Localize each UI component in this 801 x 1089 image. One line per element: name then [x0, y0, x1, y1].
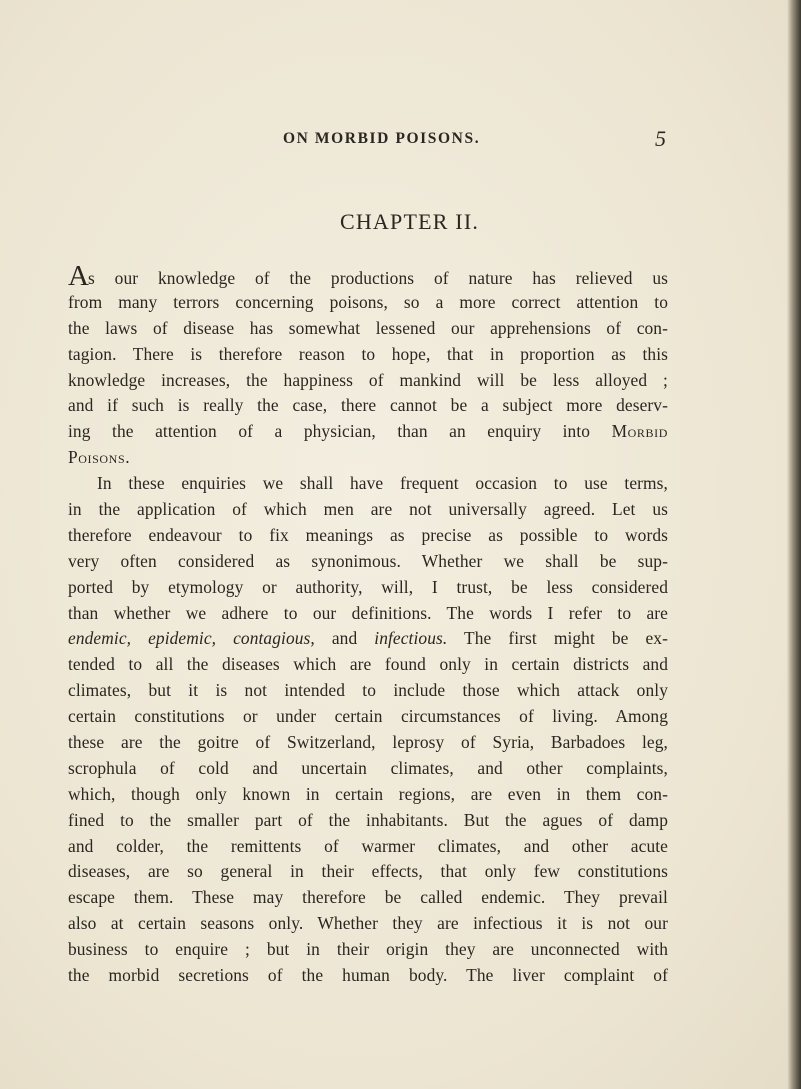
- italic-term: infectious.: [374, 628, 448, 649]
- body-text: [68, 260, 668, 989]
- text-line: and if such is really the case, there cannot be a subject more deserv-: [68, 395, 668, 416]
- text-line: escape them. These may therefore be called endemic. They prevail: [68, 887, 668, 908]
- text-line: in the application of which men are not universally agreed. Let us: [68, 499, 668, 520]
- text-line: the laws of disease has somewhat lessened our apprehensions of con-: [68, 317, 668, 338]
- italic-term: epidemic,: [148, 628, 217, 649]
- chapter-heading: CHAPTER II.: [339, 209, 480, 234]
- drop-cap: A: [68, 260, 88, 292]
- italic-term: contagious,: [233, 628, 315, 649]
- text-line: which, though only known in certain regions, are even in them con-: [68, 783, 668, 804]
- page-number: 5: [655, 126, 666, 151]
- running-header: [0, 126, 801, 154]
- text-span: s our knowledge of the productions of nature has relieved us: [87, 268, 668, 288]
- text-line: the morbid secretions of the human body. The liver complaint of: [68, 965, 668, 986]
- text-line: therefore endeavour to fix meanings as precise as possible to words: [68, 524, 668, 545]
- text-span: and: [331, 628, 358, 649]
- small-caps-term: Morbid: [611, 421, 668, 442]
- text-line: very often considered as synonimous. Whether we shall be sup-: [68, 550, 668, 571]
- text-line: diseases, are so general in their effects, that only few constitutions: [68, 861, 668, 882]
- italic-term: endemic,: [68, 628, 132, 649]
- text-line: business to enquire ; but in their origin they are unconnected with: [68, 939, 668, 960]
- text-line: tended to all the diseases which are found only in certain districts and: [68, 654, 668, 675]
- text-line: In these enquiries we shall have frequent occasion to use terms,: [97, 473, 668, 494]
- text-line: [68, 419, 668, 445]
- text-line: [68, 260, 668, 292]
- text-line: climates, but it is not intended to include those which attack only: [68, 680, 668, 701]
- text-line: [68, 445, 668, 471]
- text-line: knowledge increases, the happiness of mankind will be less alloyed ;: [68, 369, 668, 390]
- text-line: tagion. There is therefore reason to hope, that in proportion as this: [68, 343, 668, 364]
- text-line: than whether we adhere to our definitions. The words I refer to are: [68, 602, 668, 623]
- text-span: ing the attention of a physician, than an enquiry into: [68, 421, 591, 442]
- small-caps-term: Poisons.: [68, 447, 131, 468]
- text-line: and colder, the remittents of warmer climates, and other acute: [68, 835, 668, 856]
- text-line: from many terrors concerning poisons, so a more correct attention to: [68, 291, 668, 312]
- running-title: ON MORBID POISONS.: [283, 130, 481, 147]
- text-line: these are the goitre of Switzerland, leprosy of Syria, Barbadoes leg,: [68, 732, 668, 753]
- text-line: scrophula of cold and uncertain climates, and other complaints,: [68, 757, 668, 778]
- page-edge-shadow: [787, 0, 801, 1089]
- text-line: also at certain seasons only. Whether they are infectious it is not our: [68, 913, 668, 934]
- text-line: [68, 626, 668, 652]
- text-span: The first might be ex-: [464, 628, 668, 649]
- text-line: fined to the smaller part of the inhabitants. But the agues of damp: [68, 809, 668, 830]
- text-line: certain constitutions or under certain circumstances of living. Among: [68, 706, 668, 727]
- text-line: ported by etymology or authority, will, I trust, be less considered: [68, 576, 668, 597]
